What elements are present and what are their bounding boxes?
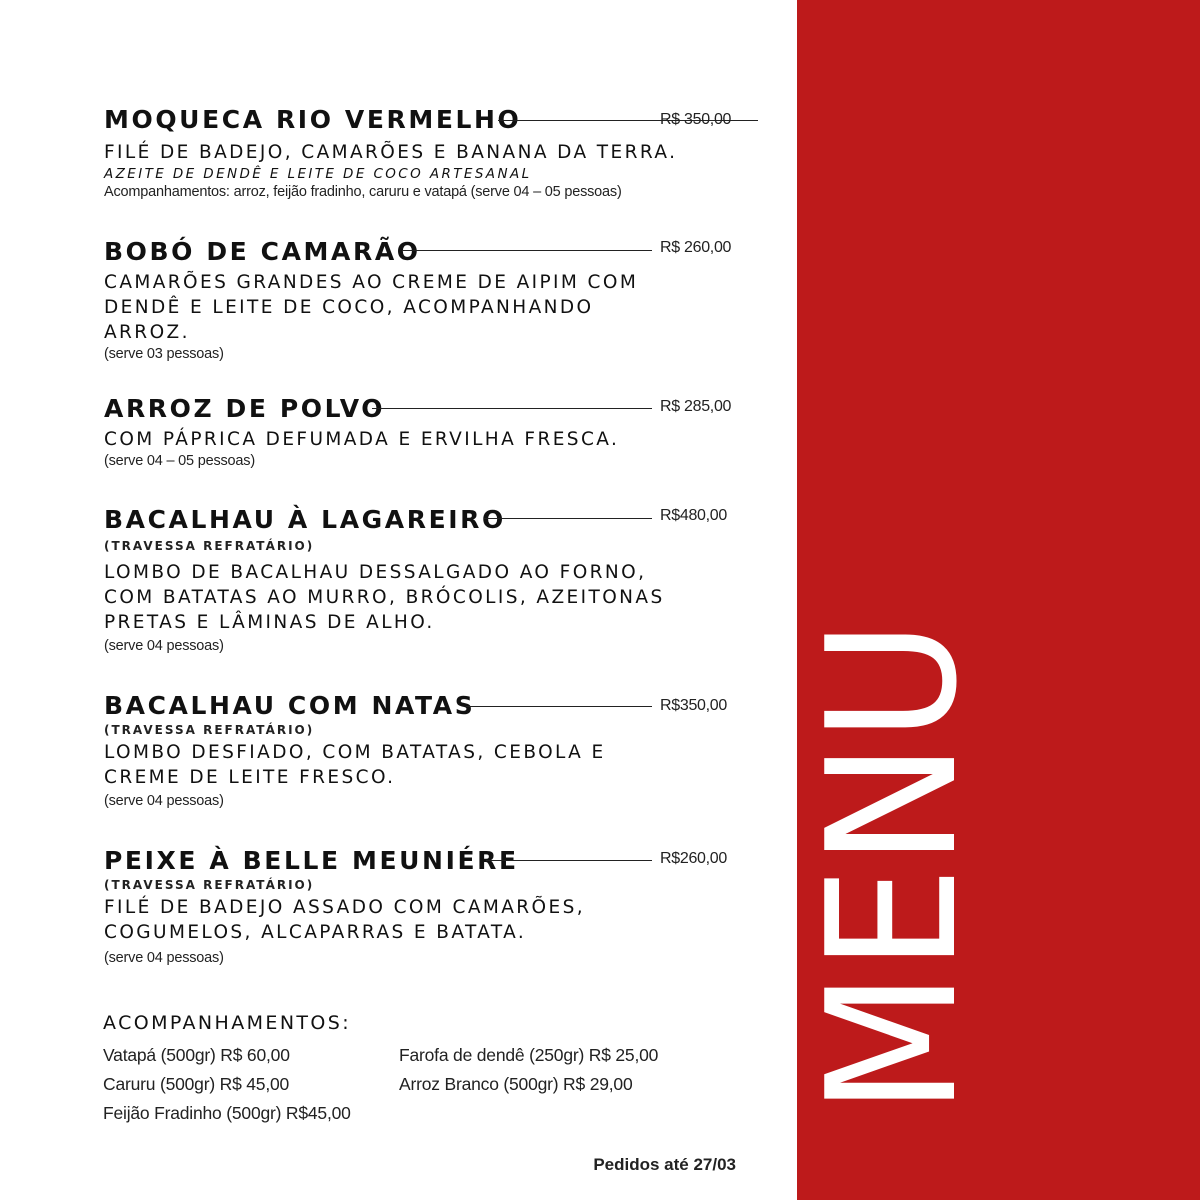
item-note: (serve 04 – 05 pessoas)	[104, 453, 255, 469]
side-item-arroz-branco: Arroz Branco (500gr) R$ 29,00	[399, 1074, 633, 1094]
item-name: MOQUECA RIO VERMELHO	[104, 105, 522, 134]
item-tag: (TRAVESSA REFRATÁRIO)	[104, 539, 315, 553]
item-header	[104, 690, 736, 722]
item-price: R$480,00	[660, 507, 727, 524]
item-note: (serve 04 pessoas)	[104, 638, 224, 654]
menu-title	[789, 585, 996, 1115]
item-header	[104, 393, 736, 425]
item-description: DENDÊ E LEITE DE COCO, ACOMPANHANDO	[104, 297, 594, 318]
item-header	[104, 845, 736, 877]
item-header	[104, 104, 736, 136]
side-item-vatapa: Vatapá (500gr) R$ 60,00	[103, 1045, 290, 1065]
item-description: COM PÁPRICA DEFUMADA E ERVILHA FRESCA.	[104, 429, 620, 450]
item-price: R$ 260,00	[660, 239, 732, 256]
item-name: BACALHAU COM NATAS	[104, 691, 476, 720]
leader-line	[484, 518, 652, 519]
menu-item-bobo	[104, 236, 736, 363]
item-highlight: AZEITE DE DENDÊ E LEITE DE COCO ARTESANAL	[104, 166, 532, 182]
leader-line	[402, 250, 652, 251]
item-description: COM BATATAS AO MURRO, BRÓCOLIS, AZEITONAS	[104, 587, 665, 608]
item-header	[104, 504, 736, 536]
item-description: COGUMELOS, ALCAPARRAS E BATATA.	[104, 922, 527, 943]
sides-title: ACOMPANHAMENTOS:	[103, 1012, 352, 1034]
item-price: R$260,00	[660, 850, 727, 867]
menu-item-peixe-meuniere	[104, 845, 736, 967]
leader-line	[372, 408, 652, 409]
menu-item-bacalhau-lagareiro	[104, 504, 736, 655]
item-tag: (TRAVESSA REFRATÁRIO)	[104, 878, 315, 892]
item-header	[104, 236, 736, 268]
item-description: LOMBO DE BACALHAU DESSALGADO AO FORNO,	[104, 562, 647, 583]
item-name: BACALHAU À LAGAREIRO	[104, 505, 506, 534]
menu-title-text: MENU	[789, 585, 996, 1115]
order-deadline: Pedidos até 27/03	[593, 1155, 736, 1174]
item-note: (serve 04 pessoas)	[104, 950, 224, 966]
item-name: ARROZ DE POLVO	[104, 394, 386, 423]
item-note: (serve 03 pessoas)	[104, 346, 224, 362]
item-note: (serve 04 pessoas)	[104, 793, 224, 809]
item-name: PEIXE À BELLE MEUNIÉRE	[104, 846, 519, 875]
item-price: R$ 285,00	[660, 398, 732, 415]
item-description: LOMBO DESFIADO, COM BATATAS, CEBOLA E	[104, 742, 606, 763]
item-description: FILÉ DE BADEJO, CAMARÕES E BANANA DA TERRA.	[104, 142, 678, 163]
menu-item-bacalhau-natas	[104, 690, 736, 810]
leader-line	[466, 706, 652, 707]
item-name: BOBÓ DE CAMARÃO	[104, 237, 421, 266]
side-item-farofa: Farofa de dendê (250gr) R$ 25,00	[399, 1045, 659, 1065]
side-item-caruru: Caruru (500gr) R$ 45,00	[103, 1074, 290, 1094]
menu-item-arroz-polvo	[104, 393, 736, 470]
item-tag: (TRAVESSA REFRATÁRIO)	[104, 723, 315, 737]
item-price: R$ 350,00	[660, 111, 732, 128]
menu-item-moqueca	[104, 104, 736, 201]
leader-line	[486, 860, 652, 861]
item-description: PRETAS E LÂMINAS DE ALHO.	[104, 612, 435, 633]
item-description: ARROZ.	[104, 322, 190, 343]
side-item-feijao: Feijão Fradinho (500gr) R$45,00	[103, 1103, 351, 1123]
item-note: Acompanhamentos: arroz, feijão fradinho, caruru e vatapá (serve 04 – 05 pessoas)	[104, 184, 622, 200]
item-description: FILÉ DE BADEJO ASSADO COM CAMARÕES,	[104, 897, 586, 918]
item-price: R$350,00	[660, 697, 727, 714]
item-description: CAMARÕES GRANDES AO CREME DE AIPIM COM	[104, 272, 639, 293]
item-description: CREME DE LEITE FRESCO.	[104, 767, 396, 788]
